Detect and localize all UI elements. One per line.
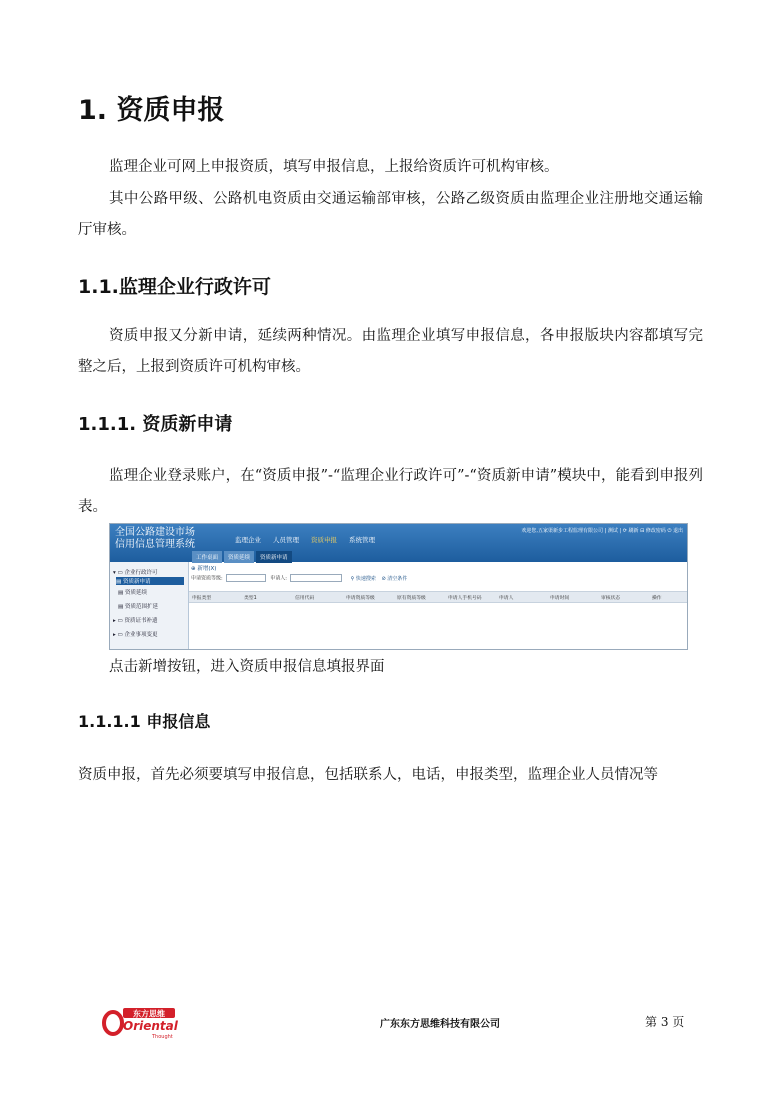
applicant-input[interactable] <box>290 574 342 582</box>
company-name: 广东东方思维科技有限公司 <box>380 1019 500 1030</box>
heading-3: 1.1.1. 资质新申请 <box>78 414 233 435</box>
clear-button[interactable]: ⊘ 清空条件 <box>381 575 408 582</box>
heading-4: 1.1.1.1 申报信息 <box>78 712 211 731</box>
add-button[interactable]: ⊕ 新增(X) <box>191 566 217 572</box>
nav-item[interactable]: 人员管理 <box>273 536 299 544</box>
sidebar <box>110 562 189 649</box>
column-header: 信用代码 <box>295 596 315 601</box>
sidebar-folder[interactable]: ▸ ▭ 资质证书补遗 <box>113 618 158 624</box>
logo-line-1: 全国公路建设市场 <box>115 527 195 538</box>
search-button[interactable]: ⚲ 快速搜索 <box>350 575 376 582</box>
app-screenshot <box>109 523 688 650</box>
caption: 点击新增按钮，进入资质申报信息填报界面 <box>109 659 385 675</box>
level-select[interactable] <box>226 574 266 582</box>
column-header: 审核状态 <box>601 596 621 601</box>
sidebar-folder[interactable]: ▾ ▭ 企业行政许可 <box>113 570 158 576</box>
column-header: 申请人 <box>499 596 514 601</box>
column-header: 申请资质等级 <box>346 596 375 601</box>
heading-1: 1. 资质申报 <box>78 95 225 126</box>
nav-item[interactable]: 系统管理 <box>349 536 375 544</box>
app-logo <box>115 527 195 551</box>
tab-desktop[interactable]: 工作桌面 <box>192 551 222 563</box>
sidebar-item-new[interactable]: ▤ 资质新申请 <box>116 577 184 585</box>
company-logo <box>102 1006 192 1040</box>
app-header <box>110 524 687 562</box>
tab-renewal[interactable]: 资质延续 <box>224 551 254 563</box>
column-header: 申请时间 <box>550 596 570 601</box>
logo-text-main: Oriental <box>123 1019 178 1033</box>
logo-line-2: 信用信息管理系统 <box>115 539 195 550</box>
tab-new-application[interactable]: 资质新申请 <box>256 551 292 563</box>
column-header: 申报类型 <box>192 596 212 601</box>
sidebar-item-renewal[interactable]: ▤ 资质延续 <box>118 590 147 596</box>
column-header: 原有资质等级 <box>397 596 426 601</box>
paragraph: 监理企业可网上申报资质，填写申报信息，上报给资质许可机构审核。 <box>109 159 559 175</box>
paragraph: 资质申报又分新申请，延续两种情况。由监理企业填写申报信息，各申报版块内容都填写完整之后，上报到资质许可机构审核。 <box>78 328 703 375</box>
sidebar-folder[interactable]: ▸ ▭ 企业事项变更 <box>113 632 158 638</box>
column-header: 操作 <box>652 596 662 601</box>
paragraph: 资质申报，首先必须要填写申报信息，包括联系人，电话，申报类型，监理企业人员情况等 <box>78 767 658 783</box>
filter-bar: 申请资质等级: 申请人: ⚲ 快速搜索 ⊘ 清空条件 <box>191 575 408 582</box>
user-info: 欢迎您,五家渠新步工程监理有限公司 | 测试 | ⟳ 刷新 ⊟ 修改密码 ⏻ 退出 <box>521 528 683 534</box>
column-header: 类型1 <box>244 596 257 601</box>
heading-2: 1.1.监理企业行政许可 <box>78 276 271 298</box>
nav-item-active[interactable]: 资质申报 <box>311 536 337 544</box>
paragraph: 监理企业登录账户，在“资质申报”-“监理企业行政许可”-“资质新申请”模块中，能看到申报列表。 <box>78 468 703 515</box>
main-nav <box>235 535 375 544</box>
page-number: 第 3 页 <box>645 1015 685 1029</box>
logo-text-top: 东方思维 <box>133 1009 165 1019</box>
paragraph: 其中公路甲级、公路机电资质由交通运输部审核，公路乙级资质由监理企业注册地交通运输厅审核。 <box>78 191 703 238</box>
sidebar-item-scope[interactable]: ▤ 资质范围扩延 <box>118 604 158 610</box>
main-panel <box>189 562 687 649</box>
column-header: 申请人手机号码 <box>448 596 482 601</box>
nav-item[interactable]: 监理企业 <box>235 536 261 544</box>
table-header <box>189 591 687 603</box>
logo-text-sub: Thought <box>152 1034 173 1040</box>
